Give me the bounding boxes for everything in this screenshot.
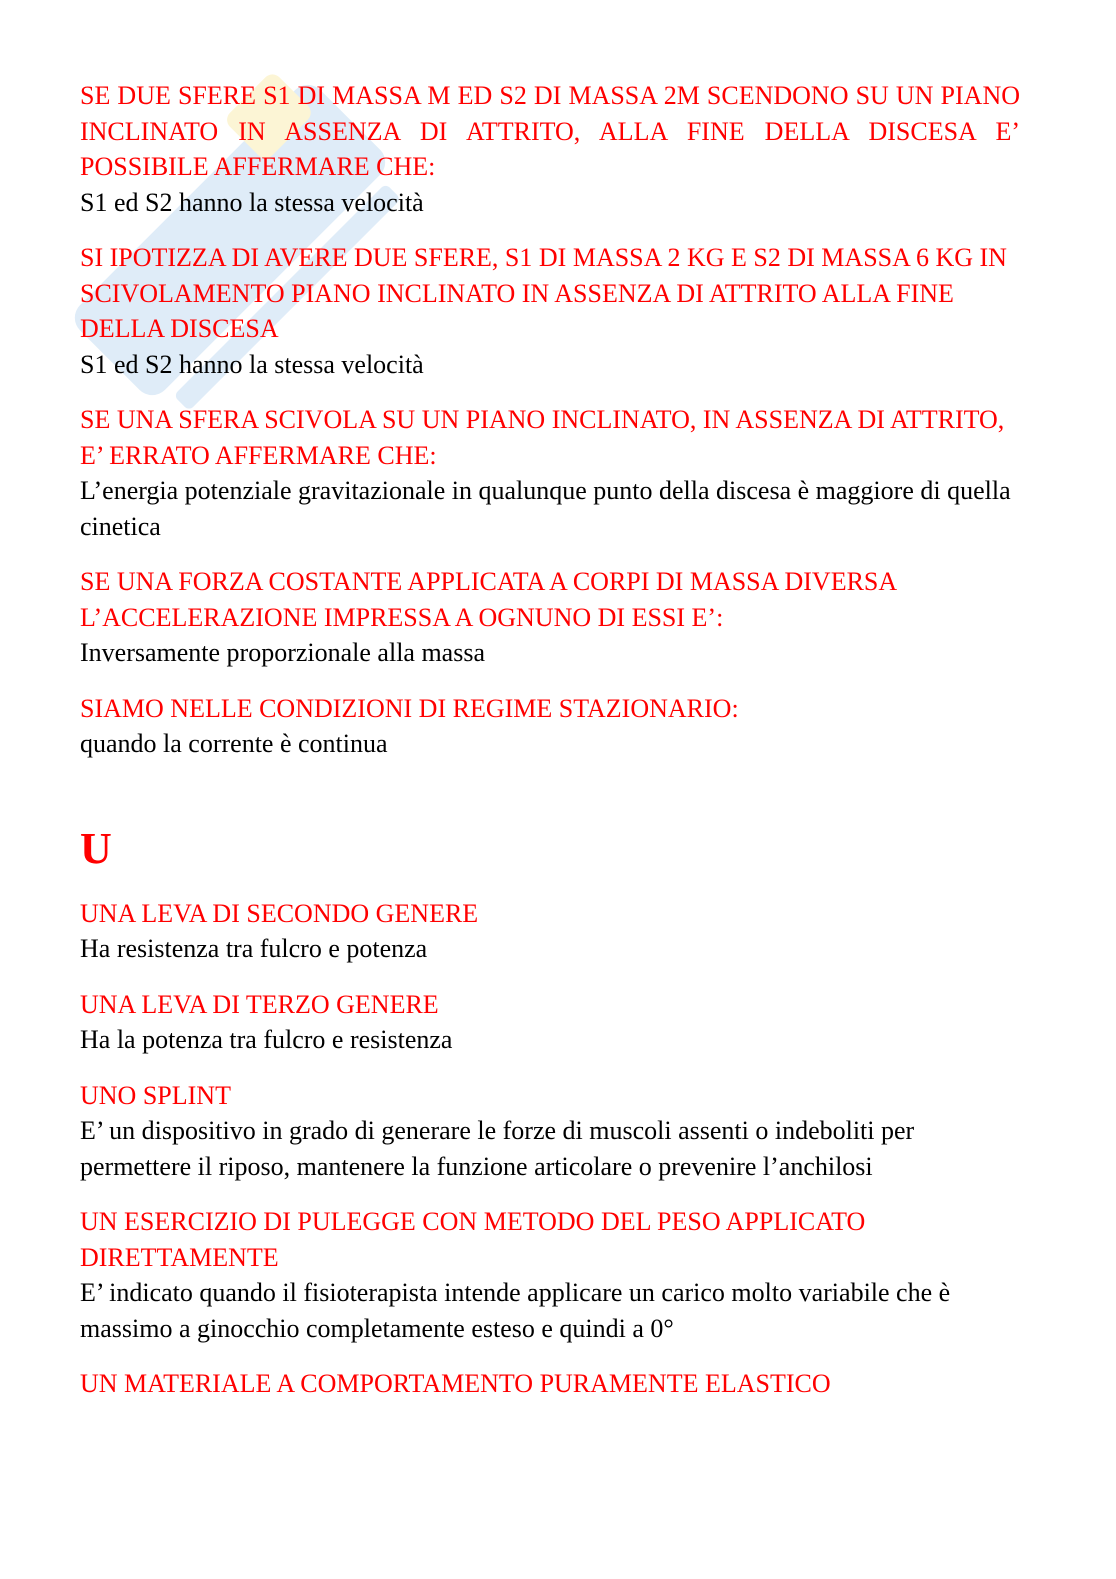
letter-heading: U [80, 823, 112, 873]
question-text: SE DUE SFERE S1 DI MASSA M ED S2 DI MASSA 2M SCENDONO SU UN PIANO INCLINATO IN ASSENZA DI ATTRITO, ALLA FINE DELLA DISCESA E’ POSSIBILE AFFERMARE CHE: [80, 81, 1020, 181]
question-text: SE UNA FORZA COSTANTE APPLICATA A CORPI DI MASSA DIVERSA L’ACCELERAZIONE IMPRESSA A OGNUNO DI ESSI E’: [80, 567, 896, 632]
qa-item [80, 78, 1020, 220]
question-text: UNA LEVA DI TERZO GENERE [80, 989, 439, 1019]
question-text: UN ESERCIZIO DI PULEGGE CON METODO DEL PESO APPLICATO DIRETTAMENTE [80, 1207, 866, 1272]
question-text: UN MATERIALE A COMPORTAMENTO PURAMENTE ELASTICO [80, 1369, 831, 1398]
answer-text: quando la corrente è continua [80, 729, 388, 758]
answer-text: E’ un dispositivo in grado di generare le forze di muscoli assenti o indeboliti per permettere il riposo, mantenere la funzione articolare o prevenire l’anchilosi [80, 1116, 915, 1181]
answer-text: S1 ed S2 hanno la stessa velocità [80, 187, 424, 217]
qa-item [80, 240, 1020, 382]
qa-item [80, 896, 1020, 967]
qa-list-before [80, 78, 1020, 762]
qa-item [80, 691, 1020, 762]
question-text: SI IPOTIZZA DI AVERE DUE SFERE, S1 DI MASSA 2 KG E S2 DI MASSA 6 KG IN SCIVOLAMENTO PIANO INCLINATO IN ASSENZA DI ATTRITO ALLA FINE DELLA DISCESA [80, 243, 1007, 343]
question-text: UNO SPLINT [80, 1080, 231, 1110]
document-page [80, 78, 1020, 1422]
question-text: UNA LEVA DI SECONDO GENERE [80, 898, 479, 928]
answer-text: Ha la potenza tra fulcro e resistenza [80, 1025, 453, 1054]
qa-item [80, 1366, 1020, 1402]
answer-text: L’energia potenziale gravitazionale in qualunque punto della discesa è maggiore di quella cinetica [80, 476, 1011, 541]
answer-text: S1 ed S2 hanno la stessa velocità [80, 349, 424, 379]
qa-item [80, 987, 1020, 1058]
qa-item [80, 564, 1020, 671]
question-text: SIAMO NELLE CONDIZIONI DI REGIME STAZIONARIO: [80, 693, 739, 723]
answer-text: E’ indicato quando il fisioterapista intende applicare un carico molto variabile che è massimo a ginocchio completamente esteso e quindi a 0° [80, 1278, 951, 1343]
answer-text: Ha resistenza tra fulcro e potenza [80, 934, 428, 963]
qa-item [80, 1204, 1020, 1346]
qa-item [80, 402, 1020, 544]
question-text: SE UNA SFERA SCIVOLA SU UN PIANO INCLINATO, IN ASSENZA DI ATTRITO, E’ ERRATO AFFERMARE CHE: [80, 405, 1005, 470]
qa-list-after [80, 896, 1020, 1402]
answer-text: Inversamente proporzionale alla massa [80, 638, 485, 667]
qa-item [80, 1078, 1020, 1185]
